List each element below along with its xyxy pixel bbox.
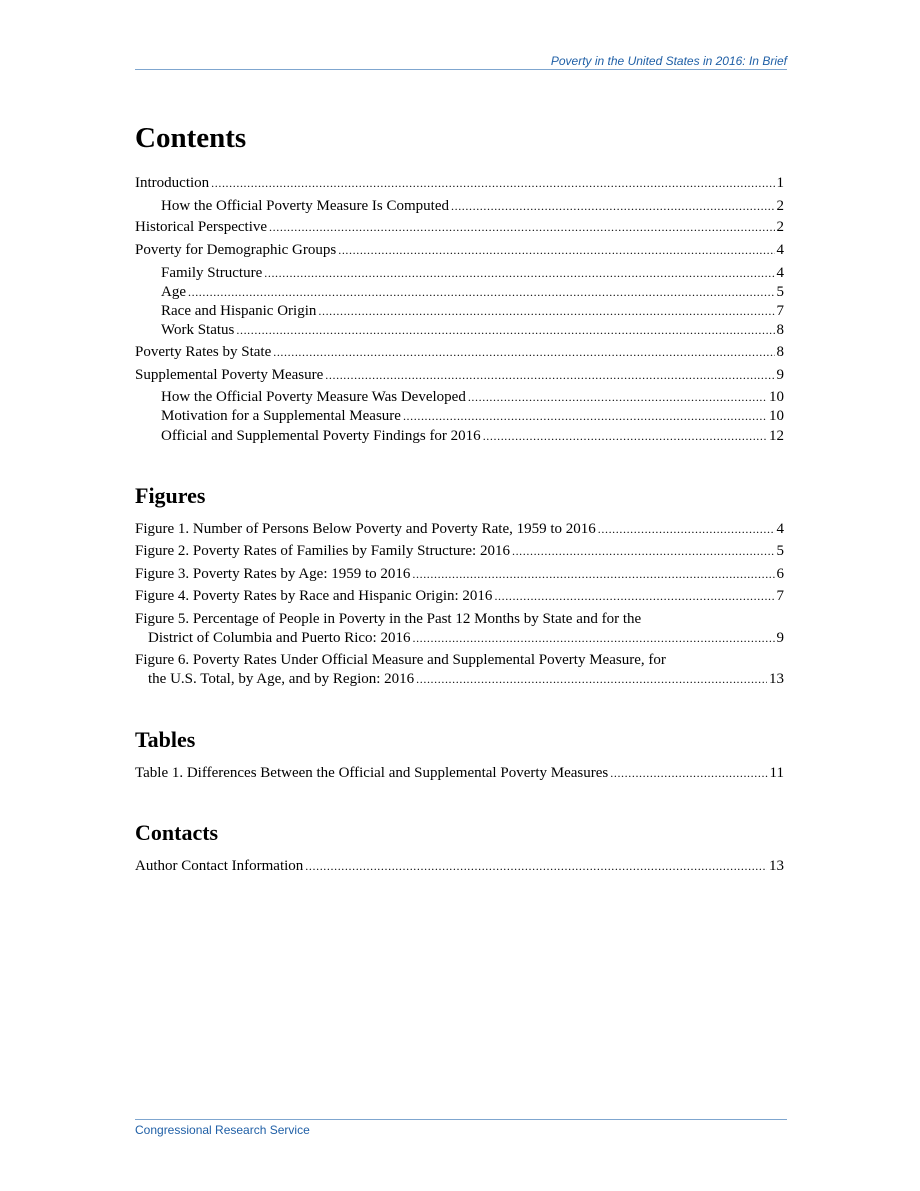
running-header-title: Poverty in the United States in 2016: In Brief	[550, 54, 787, 68]
toc-entry-page: 11	[769, 765, 784, 781]
dot-leader	[318, 302, 774, 321]
dot-leader	[325, 366, 774, 385]
toc-entry-page: 8	[776, 322, 784, 338]
tables-heading: Tables	[135, 727, 196, 752]
toc-entry-label: Introduction	[135, 175, 210, 191]
contents-heading: Contents	[135, 122, 247, 154]
dot-leader	[273, 343, 774, 362]
toc-entry-label: Supplemental Poverty Measure	[135, 367, 324, 383]
toc-entry-label: Table 1. Differences Between the Official and Supplemental Poverty Measures	[135, 765, 609, 781]
toc-entry-label: Family Structure	[161, 265, 263, 281]
footer-divider	[135, 1119, 787, 1120]
toc-entry-page: 2	[776, 198, 784, 214]
toc-entry-page: 9	[776, 630, 784, 646]
toc-entry-page: 7	[776, 588, 784, 604]
toc-entry-label: Figure 1. Number of Persons Below Poverty and Poverty Rate, 1959 to 2016	[135, 521, 596, 537]
dot-leader	[416, 670, 767, 689]
toc-entry-page: 4	[776, 521, 784, 537]
toc-entry-label-line2-wrap	[135, 670, 784, 689]
toc-entry-label-line2-wrap	[135, 629, 784, 648]
dot-leader	[269, 218, 774, 237]
toc-entry-label: Poverty Rates by State	[135, 344, 272, 360]
toc-entry-page: 2	[776, 219, 784, 235]
toc-entry-page: 6	[776, 566, 784, 582]
toc-entry-page: 5	[776, 284, 784, 300]
toc-entry-figure-3[interactable]	[135, 565, 784, 584]
toc-entry-label-line1: Figure 6. Poverty Rates Under Official Measure and Supplemental Poverty Measure, for	[135, 652, 666, 668]
toc-entry-page: 12	[769, 428, 784, 444]
footer-organization: Congressional Research Service	[135, 1123, 310, 1137]
dot-leader	[338, 241, 774, 260]
toc-entry-label: Work Status	[161, 322, 235, 338]
toc-entry-page: 5	[776, 543, 784, 559]
toc-entry-author-contact[interactable]	[135, 857, 784, 876]
toc-entry-figure-2[interactable]	[135, 542, 784, 561]
toc-entry-age[interactable]	[161, 283, 784, 302]
toc-entry-label: Historical Perspective	[135, 219, 268, 235]
toc-entry-page: 10	[769, 389, 784, 405]
toc-entry-label: Poverty for Demographic Groups	[135, 242, 337, 258]
toc-entry-race-hispanic-origin[interactable]	[161, 302, 784, 321]
toc-entry-rates-by-state[interactable]	[135, 343, 784, 362]
toc-entry-work-status[interactable]	[161, 321, 784, 340]
dot-leader	[598, 520, 775, 539]
toc-entry-page: 4	[776, 242, 784, 258]
toc-entry-official-measure-computed[interactable]	[161, 197, 784, 216]
toc-entry-figure-6[interactable]	[135, 651, 784, 689]
toc-entry-motivation-supplemental[interactable]	[161, 407, 784, 426]
dot-leader	[483, 427, 767, 446]
toc-entry-introduction[interactable]	[135, 174, 784, 193]
dot-leader	[468, 388, 767, 407]
dot-leader	[264, 264, 774, 283]
toc-entry-label-line2: the U.S. Total, by Age, and by Region: 2016	[148, 671, 415, 687]
toc-entry-label: Age	[161, 284, 186, 300]
dot-leader	[412, 565, 774, 584]
toc-entry-label: Figure 3. Poverty Rates by Age: 1959 to 2016	[135, 566, 411, 582]
toc-entry-page: 7	[776, 303, 784, 319]
dot-leader	[188, 283, 775, 302]
toc-entry-figure-5[interactable]	[135, 610, 784, 648]
dot-leader	[494, 587, 774, 606]
toc-entry-historical-perspective[interactable]	[135, 218, 784, 237]
toc-entry-page: 13	[769, 671, 784, 687]
figures-heading: Figures	[135, 483, 206, 508]
toc-entry-demographic-groups[interactable]	[135, 241, 784, 260]
toc-entry-label: Author Contact Information	[135, 858, 304, 874]
toc-entry-supplemental-measure[interactable]	[135, 366, 784, 385]
toc-entry-page: 10	[769, 408, 784, 424]
dot-leader	[451, 197, 775, 216]
dot-leader	[403, 407, 767, 426]
toc-entry-findings-2016[interactable]	[161, 427, 784, 446]
toc-entry-official-measure-developed[interactable]	[161, 388, 784, 407]
header-divider	[135, 69, 787, 70]
dot-leader	[305, 857, 767, 876]
toc-entry-label: How the Official Poverty Measure Was Developed	[161, 389, 466, 405]
toc-entry-label: How the Official Poverty Measure Is Computed	[161, 198, 449, 214]
dot-leader	[610, 764, 767, 783]
toc-entry-page: 13	[769, 858, 784, 874]
toc-entry-figure-1[interactable]	[135, 520, 784, 539]
toc-entry-label: Motivation for a Supplemental Measure	[161, 408, 401, 424]
toc-entry-label-line1: Figure 5. Percentage of People in Poverty in the Past 12 Months by State and for the	[135, 611, 642, 627]
toc-entry-label: Race and Hispanic Origin	[161, 303, 317, 319]
contacts-heading: Contacts	[135, 820, 219, 845]
toc-entry-table-1[interactable]	[135, 764, 784, 783]
toc-entry-label: Official and Supplemental Poverty Findings for 2016	[161, 428, 481, 444]
dot-leader	[211, 174, 774, 193]
toc-entry-page: 1	[776, 175, 784, 191]
toc-entry-figure-4[interactable]	[135, 587, 784, 606]
toc-entry-page: 9	[776, 367, 784, 383]
toc-entry-label: Figure 4. Poverty Rates by Race and Hispanic Origin: 2016	[135, 588, 493, 604]
toc-entry-page: 4	[776, 265, 784, 281]
toc-entry-page: 8	[776, 344, 784, 360]
dot-leader	[512, 542, 775, 561]
toc-entry-label-line2: District of Columbia and Puerto Rico: 2016	[148, 630, 411, 646]
toc-entry-family-structure[interactable]	[161, 264, 784, 283]
toc-entry-label: Figure 2. Poverty Rates of Families by Family Structure: 2016	[135, 543, 510, 559]
dot-leader	[236, 321, 774, 340]
dot-leader	[412, 629, 774, 648]
